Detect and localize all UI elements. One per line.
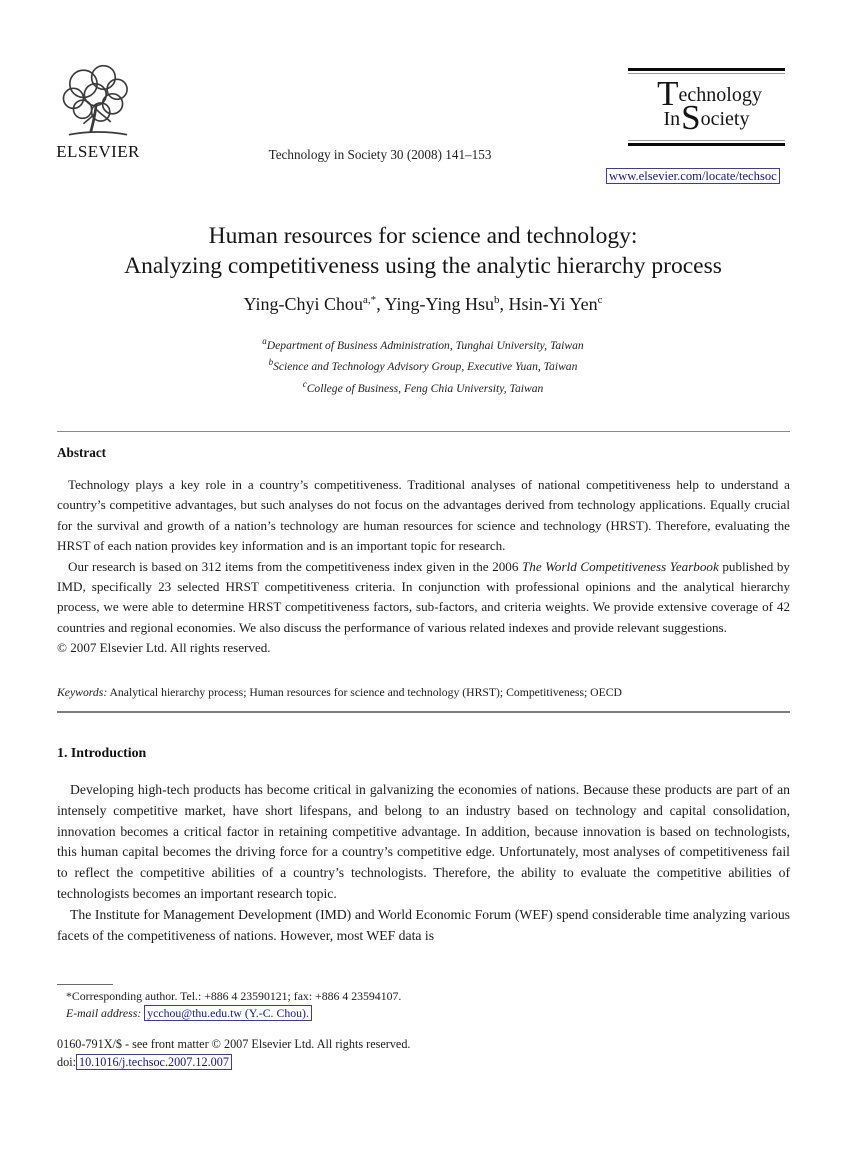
journal-nameplate — [628, 68, 785, 146]
author-affiliation-sup: b — [494, 294, 500, 306]
footnote — [57, 988, 527, 1021]
affiliation: $^c$College of Business, Feng Chia University, Taiwan — [302, 378, 544, 395]
keywords-label: Keywords: — [57, 686, 108, 699]
article-title — [30, 221, 816, 281]
keywords-line — [57, 686, 790, 699]
abstract-paragraph-1: Technology plays a key role in a country’s competitiveness. Traditional analyses of national competitiveness help to understand a country’s competitive advantages, but such analyses do not focus on the advantages derived from technology applications. Equally crucial for the survival and growth of a nation’s technology are human resources for science and technology (HRST). Therefore, evaluating the HRST of each nation provides key information and is an important topic for research. — [57, 477, 790, 554]
article-title-line2: Analyzing competitiveness using the analytic hierarchy process — [124, 253, 722, 279]
introduction-paragraph-2: The Institute for Management Development (IMD) and World Economic Forum (WEF) spend considerable time analyzing various facets of the competitiveness of nations. However, most WEF data is — [57, 906, 790, 943]
section-heading-introduction: 1. Introduction — [57, 746, 147, 761]
author: Hsin-Yi Yen$^c$ — [508, 294, 603, 314]
elsevier-tree-icon — [52, 62, 144, 142]
corresponding-author-note: *Corresponding author. Tel.: +886 4 23590121; fax: +886 4 23594107. — [66, 989, 402, 1003]
author-affiliation-sup: a,* — [363, 294, 377, 306]
doi-label: doi: — [57, 1055, 76, 1069]
abstract-paragraph-2: Our research is based on 312 items from the competitiveness index given in the 2006 The World Competitiveness Yearbook published by IMD, specifically 23 selected HRST competitiveness criteria. In conjunction with professional opinions and the analytical hierarchy process, we were able to determine HRST competitiveness factors, sub-factors, and criteria weights. We provide extensive coverage of 42 countries and regional economies. We also discuss the performance of various related indexes and provide relevant suggestions. — [57, 558, 790, 635]
journal-name — [628, 74, 785, 137]
italic-phrase: The World Competitiveness Yearbook — [521, 558, 719, 574]
author: Ying-Ying Hsu$^b$, — [384, 294, 509, 314]
bottom-matter — [57, 1035, 657, 1071]
keywords-text: Analytical hierarchy process; Human resources for science and technology (HRST); Competitiveness; OECD — [107, 686, 622, 699]
journal-name-part: In — [663, 108, 681, 130]
journal-name-part: echnology — [678, 84, 762, 106]
journal-name-bigcap-s: S — [681, 98, 701, 137]
affiliation-list — [30, 333, 816, 397]
doi-link[interactable]: 10.1016/j.techsoc.2007.12.007 — [76, 1054, 232, 1070]
affiliation: $^a$Department of Business Administration, Tunghai University, Taiwan — [262, 336, 584, 352]
doi-line — [57, 1053, 657, 1071]
author-affiliation-sup: c — [597, 294, 603, 306]
journal-name-bigcap-t: T — [657, 74, 679, 113]
nameplate-bottom-rule — [628, 140, 785, 146]
abstract-body — [57, 475, 790, 659]
author-list — [30, 294, 816, 315]
abstract-heading: Abstract — [57, 445, 107, 460]
affiliation: $^b$Science and Technology Advisory Group, Executive Yuan, Taiwan — [268, 357, 578, 374]
email-label: E-mail address: — [66, 1005, 145, 1020]
email-line — [57, 1005, 527, 1022]
footnote-rule — [57, 984, 113, 985]
abstract-copyright: © 2007 Elsevier Ltd. All rights reserved. — [57, 640, 271, 656]
introduction-paragraph-1: Developing high-tech products has become critical in galvanizing the economies of nations. Because these products are part of an intensely competitive market, have short lifespans, and belong to an industry based on technology and capital consolidation, innovation becomes a critical factor in retaining competitive advantage. In addition, because innovation is based on technologists, this human capital becomes the driving force for a country’s competitive edge. Unfortunately, most analyses of competitiveness fail to reflect the competitive abilities of a country’s technologists. Therefore, the ability to evaluate the competitive abilities of technologists becomes an important research topic. — [57, 782, 790, 901]
issn-copyright-line: 0160-791X/$ - see front matter © 2007 Elsevier Ltd. All rights reserved. — [57, 1037, 411, 1051]
author: Ying-Chyi Chou$^{a,*}$, — [243, 294, 385, 314]
introduction-body — [57, 780, 790, 946]
keywords-bottom-rule — [57, 711, 790, 713]
article-title-line1: Human resources for science and technology: — [208, 223, 638, 249]
abstract-top-rule — [57, 431, 790, 432]
journal-url — [606, 167, 780, 185]
journal-url-link[interactable]: www.elsevier.com/locate/techsoc — [606, 168, 780, 184]
email-link[interactable]: ycchou@thu.edu.tw (Y.-C. Chou). — [144, 1005, 312, 1021]
journal-name-part: ociety — [700, 108, 750, 130]
journal-citation: Technology in Society 30 (2008) 141–153 — [268, 147, 492, 162]
elsevier-wordmark: ELSEVIER — [56, 142, 140, 161]
